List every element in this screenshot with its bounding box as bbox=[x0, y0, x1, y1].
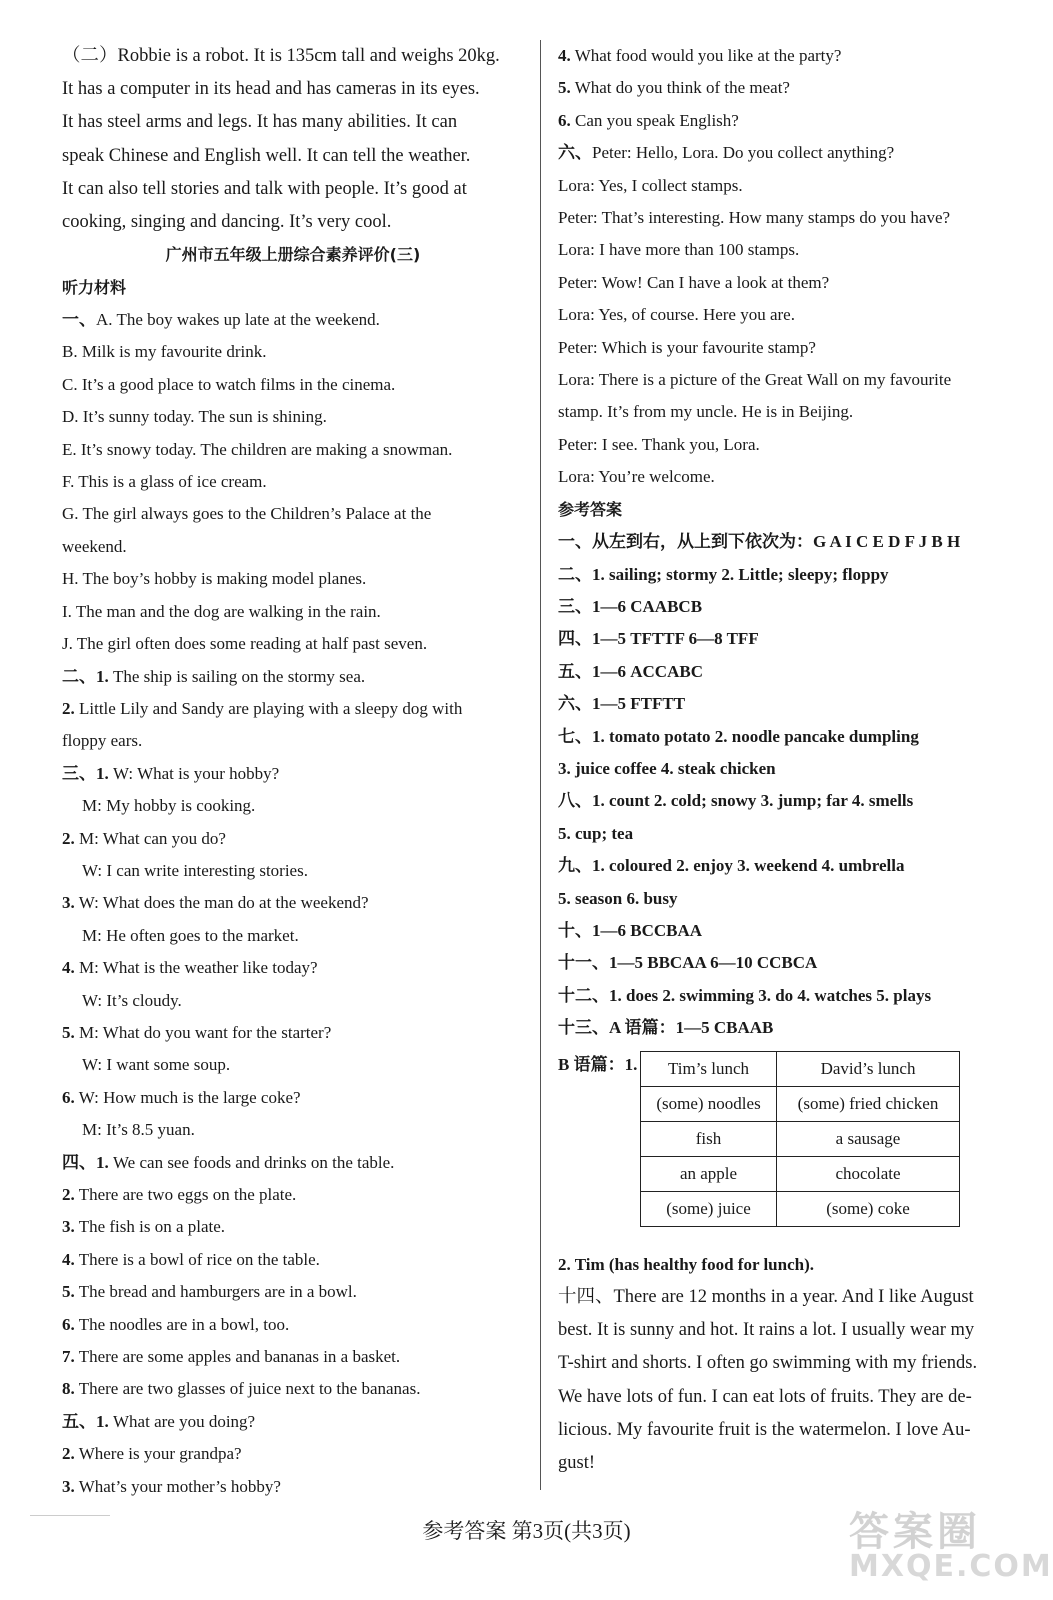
table-header-cell: Tim’s lunch bbox=[641, 1051, 777, 1086]
answer-line: 九、1. coloured 2. enjoy 3. weekend 4. umbrella bbox=[558, 856, 905, 876]
table-cell: (some) fried chicken bbox=[777, 1086, 960, 1121]
item-number: 6. bbox=[62, 1087, 75, 1107]
dialog-line: Lora: Yes, I collect stamps. bbox=[558, 175, 743, 195]
list-item bbox=[62, 1276, 524, 1308]
list-item: H. The boy’s hobby is making model planes. bbox=[62, 569, 367, 589]
item-number: 6. bbox=[558, 110, 571, 130]
answer-line: 5. cup; tea bbox=[558, 823, 634, 843]
list-item bbox=[62, 304, 524, 336]
item-text: There is a bowl of rice on the table. bbox=[74, 1249, 320, 1269]
item-text: W: What does the man do at the weekend? bbox=[74, 893, 369, 913]
item-number: 3. bbox=[62, 1476, 75, 1496]
dialog-line: Lora: Yes, of course. Here you are. bbox=[558, 305, 795, 325]
item-number: 7. bbox=[62, 1347, 75, 1367]
dialog-question bbox=[62, 1082, 524, 1114]
table-row bbox=[641, 1156, 960, 1191]
list-item bbox=[62, 661, 524, 693]
dialog-answer: M: My hobby is cooking. bbox=[82, 796, 256, 816]
item-text: Where is your grandpa? bbox=[74, 1444, 242, 1464]
list-item bbox=[62, 693, 524, 725]
table-row bbox=[641, 1191, 960, 1226]
item-text: M: What can you do? bbox=[74, 828, 226, 848]
section-label: 三、 bbox=[62, 763, 96, 783]
item-text: A. The boy wakes up late at the weekend. bbox=[96, 310, 380, 330]
item-number: 3. bbox=[62, 893, 75, 913]
answer-line: 5. season 6. busy bbox=[558, 888, 678, 908]
dialog-question bbox=[62, 1017, 524, 1049]
item-text: What’s your mother’s hobby? bbox=[74, 1476, 281, 1496]
list-item: G. The girl always goes to the Children’s Palace at the bbox=[62, 504, 432, 524]
table-cell: (some) juice bbox=[641, 1191, 777, 1226]
passage-line: It can also tell stories and talk with people. It’s good at bbox=[62, 178, 467, 199]
passage-line: It has steel arms and legs. It has many abilities. It can bbox=[62, 112, 458, 133]
listening-section-5-continued bbox=[558, 40, 1020, 137]
list-item bbox=[62, 1373, 524, 1405]
listening-title: 听力材料 bbox=[62, 277, 127, 297]
lunch-table bbox=[640, 1051, 960, 1227]
dialog-line: Peter: Which is your favourite stamp? bbox=[558, 337, 816, 357]
passage-line: （二）Robbie is a robot. It is 135cm tall and weighs 20kg. bbox=[62, 46, 500, 66]
table-cell: a sausage bbox=[777, 1121, 960, 1156]
list-item bbox=[62, 1341, 524, 1373]
answer-line: 一、从左到右，从上到下依次为：G A I C E D F J B H bbox=[558, 532, 961, 552]
right-column bbox=[558, 40, 1020, 1480]
dialog-answer: M: It’s 8.5 yuan. bbox=[82, 1120, 195, 1140]
item-number: 2. bbox=[62, 698, 75, 718]
watermark-url: MXQE.COM bbox=[849, 1549, 1053, 1584]
table-header-row bbox=[641, 1051, 960, 1086]
answer-line: 十三、A 语篇：1—5 CBAAB bbox=[558, 1018, 774, 1038]
essay-line: T-shirt and shorts. I often go swimming with my friends. bbox=[558, 1353, 978, 1374]
dialog-line: Lora: There is a picture of the Great Wall on my favourite bbox=[558, 370, 952, 390]
answer-line: 3. juice coffee 4. steak chicken bbox=[558, 758, 776, 778]
table-cell: (some) noodles bbox=[641, 1086, 777, 1121]
listening-section-6-dialog bbox=[558, 137, 1020, 493]
list-item: D. It’s sunny today. The sun is shining. bbox=[62, 407, 327, 427]
list-item bbox=[62, 1244, 524, 1276]
section-label: 五、 bbox=[62, 1411, 96, 1431]
item-number: 4. bbox=[558, 46, 571, 65]
passage-line: It has a computer in its head and has cameras in its eyes. bbox=[62, 79, 480, 100]
answer-line: 七、1. tomato potato 2. noodle pancake dumpling bbox=[558, 726, 919, 746]
section-label: 一、 bbox=[62, 310, 96, 330]
list-item: B. Milk is my favourite drink. bbox=[62, 342, 267, 362]
answers-title: 参考答案 bbox=[558, 499, 623, 519]
item-text: What are you doing? bbox=[108, 1411, 256, 1431]
item-text: W: What is your hobby? bbox=[108, 763, 280, 783]
list-item bbox=[62, 1309, 524, 1341]
section-label: 六、 bbox=[558, 143, 592, 163]
answer-line: 十一、1—5 BBCAA 6—10 CCBCA bbox=[558, 953, 818, 973]
list-item bbox=[558, 72, 1020, 104]
item-number: 3. bbox=[62, 1217, 75, 1237]
passage-line: speak Chinese and English well. It can tell the weather. bbox=[62, 145, 471, 166]
listening-section-3 bbox=[62, 758, 524, 1147]
table-row bbox=[641, 1121, 960, 1156]
left-column bbox=[62, 40, 524, 1503]
item-text: We can see foods and drinks on the table. bbox=[108, 1152, 395, 1172]
answer-line: 2. Tim (has healthy food for lunch). bbox=[558, 1254, 814, 1274]
item-text: There are two eggs on the plate. bbox=[74, 1185, 297, 1204]
item-text: What food would you like at the party? bbox=[570, 46, 842, 65]
dialog-question bbox=[62, 952, 524, 984]
dialog-line bbox=[558, 137, 1020, 169]
item-number: 1. bbox=[96, 1152, 109, 1172]
dialog-line: Peter: That’s interesting. How many stamps do you have? bbox=[558, 208, 951, 228]
item-number: 8. bbox=[62, 1379, 75, 1399]
list-item bbox=[62, 1406, 524, 1438]
dialog-answer: W: I want some soup. bbox=[82, 1055, 231, 1075]
dialog-line: Peter: Wow! Can I have a look at them? bbox=[558, 272, 830, 292]
essay bbox=[558, 1281, 1020, 1480]
item-text: What do you think of the meat? bbox=[570, 78, 790, 98]
item-number: 2. bbox=[62, 828, 75, 848]
table-cell: chocolate bbox=[777, 1156, 960, 1191]
item-number: 1. bbox=[96, 1411, 109, 1431]
list-item bbox=[62, 1211, 524, 1243]
dialog-answer: M: He often goes to the market. bbox=[82, 925, 299, 945]
dialog-question bbox=[62, 758, 524, 790]
item-text: The fish is on a plate. bbox=[74, 1217, 226, 1237]
lunch-table-block bbox=[558, 1049, 1020, 1249]
item-number: 4. bbox=[62, 958, 75, 978]
section-heading: 广州市五年级上册综合素养评价(三) bbox=[165, 245, 421, 265]
answer-line: 五、1—6 ACCABC bbox=[558, 661, 703, 681]
page-footer: 参考答案 第3页(共3页) bbox=[422, 1519, 631, 1543]
passage-line: cooking, singing and dancing. It’s very cool. bbox=[62, 212, 392, 233]
item-text: The bread and hamburgers are in a bowl. bbox=[74, 1282, 357, 1302]
table-cell: fish bbox=[641, 1121, 777, 1156]
answer-line: 六、1—5 FTFTT bbox=[558, 694, 686, 714]
essay-line: 十四、There are 12 months in a year. And I like August bbox=[558, 1287, 974, 1307]
answer-line: 十、1—6 BCCBAA bbox=[558, 920, 703, 940]
listening-section-5 bbox=[62, 1406, 524, 1503]
table-label: B 语篇：1. bbox=[558, 1054, 638, 1074]
item-number: 5. bbox=[62, 1022, 75, 1042]
column-divider bbox=[540, 40, 541, 1490]
item-text: There are some apples and bananas in a basket. bbox=[74, 1347, 401, 1367]
list-item: floppy ears. bbox=[62, 731, 143, 751]
table-cell: an apple bbox=[641, 1156, 777, 1191]
answer-line: 十二、1. does 2. swimming 3. do 4. watches 5. plays bbox=[558, 985, 932, 1005]
essay-line: We have lots of fun. I can eat lots of fruits. They are de- bbox=[558, 1386, 972, 1407]
item-text: M: What is the weather like today? bbox=[74, 958, 318, 978]
dialog-answer: W: I can write interesting stories. bbox=[82, 860, 308, 880]
item-text: M: What do you want for the starter? bbox=[74, 1022, 332, 1042]
item-text: W: How much is the large coke? bbox=[74, 1087, 301, 1107]
robbie-passage bbox=[62, 40, 524, 239]
item-text: Little Lily and Sandy are playing with a sleepy dog with bbox=[74, 698, 463, 718]
item-number: 6. bbox=[62, 1314, 75, 1334]
list-item: F. This is a glass of ice cream. bbox=[62, 472, 267, 492]
list-item: I. The man and the dog are walking in the rain. bbox=[62, 601, 381, 621]
watermark-logo bbox=[849, 1500, 1053, 1590]
listening-section-2 bbox=[62, 661, 524, 758]
dialog-question bbox=[62, 887, 524, 919]
listening-section-1 bbox=[62, 304, 524, 660]
item-number: 2. bbox=[62, 1444, 75, 1464]
section-label: 四、 bbox=[62, 1152, 96, 1172]
list-item bbox=[62, 1471, 524, 1503]
answer-list bbox=[558, 526, 1020, 1045]
dialog-answer: W: It’s cloudy. bbox=[82, 990, 182, 1010]
item-number: 2. bbox=[62, 1185, 75, 1204]
list-item: J. The girl often does some reading at half past seven. bbox=[62, 634, 428, 654]
list-item: weekend. bbox=[62, 536, 127, 556]
table-header-cell: David’s lunch bbox=[777, 1051, 960, 1086]
list-item bbox=[62, 1147, 524, 1179]
item-text: Peter: Hello, Lora. Do you collect anything? bbox=[592, 143, 895, 163]
answer-line: 三、1—6 CAABCB bbox=[558, 596, 703, 616]
item-number: 1. bbox=[96, 763, 109, 783]
item-number: 5. bbox=[558, 78, 571, 98]
list-item bbox=[558, 105, 1020, 137]
section-label: 二、 bbox=[62, 666, 96, 686]
answer-line: 八、1. count 2. cold; snowy 3. jump; far 4. smells bbox=[558, 791, 914, 811]
item-text: The ship is sailing on the stormy sea. bbox=[108, 666, 366, 686]
answer-line: 四、1—5 TFTTF 6—8 TFF bbox=[558, 629, 759, 649]
item-text: Can you speak English? bbox=[570, 110, 739, 130]
item-number: 1. bbox=[96, 666, 109, 686]
dialog-line: Lora: I have more than 100 stamps. bbox=[558, 240, 800, 260]
list-item: C. It’s a good place to watch films in the cinema. bbox=[62, 374, 396, 394]
essay-line: best. It is sunny and hot. It rains a lot. I usually wear my bbox=[558, 1320, 975, 1341]
listening-section-4 bbox=[62, 1147, 524, 1406]
list-item bbox=[62, 1179, 524, 1211]
item-number: 4. bbox=[62, 1249, 75, 1269]
watermark-text: 答案圈 bbox=[849, 1509, 981, 1555]
dialog-line: Lora: You’re welcome. bbox=[558, 467, 715, 487]
dialog-question bbox=[62, 823, 524, 855]
dialog-line: stamp. It’s from my uncle. He is in Beijing. bbox=[558, 402, 854, 422]
table-cell: (some) coke bbox=[777, 1191, 960, 1226]
answer-line: 二、1. sailing; stormy 2. Little; sleepy; floppy bbox=[558, 564, 889, 584]
table-row bbox=[641, 1086, 960, 1121]
essay-line: licious. My favourite fruit is the watermelon. I love Au- bbox=[558, 1419, 971, 1440]
item-number: 5. bbox=[62, 1282, 75, 1302]
dialog-line: Peter: I see. Thank you, Lora. bbox=[558, 434, 760, 454]
list-item bbox=[62, 1438, 524, 1470]
list-item: E. It’s snowy today. The children are making a snowman. bbox=[62, 439, 453, 459]
essay-line: gust! bbox=[558, 1453, 595, 1474]
item-text: The noodles are in a bowl, too. bbox=[74, 1314, 290, 1334]
item-text: There are two glasses of juice next to the bananas. bbox=[74, 1379, 421, 1399]
list-item bbox=[558, 40, 1020, 72]
